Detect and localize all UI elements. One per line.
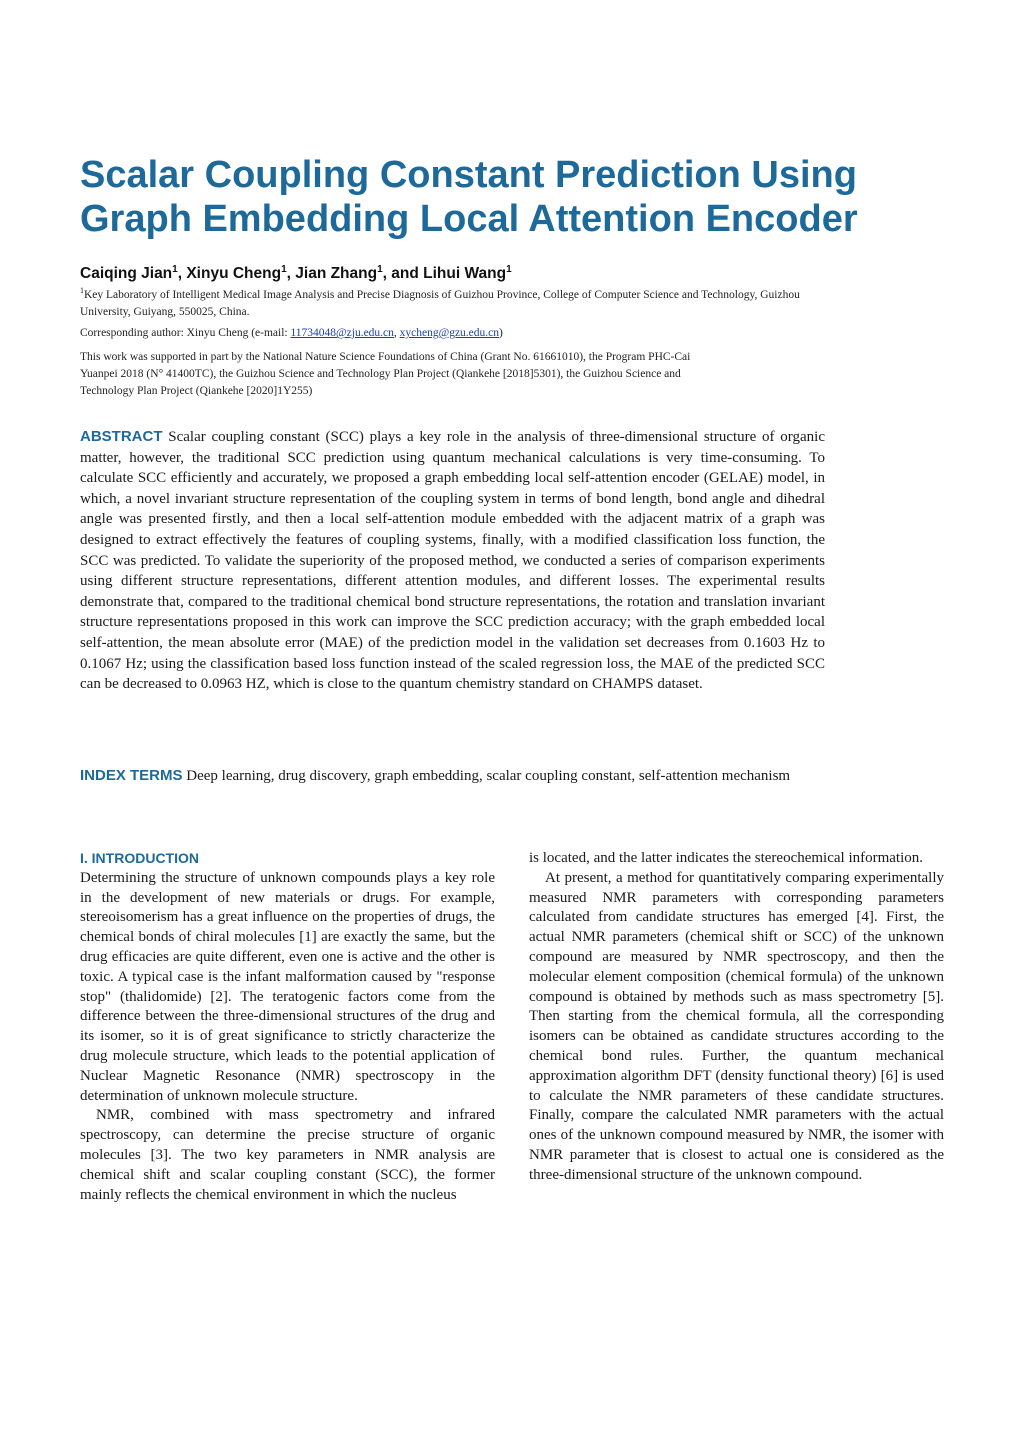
paragraph: Determining the structure of unknown compounds plays a key role in the development of new materials or drugs. For example, stereoisomerism has a great influence on the properties of drugs, the chemical bonds of chiral molecules [1] are exactly the same, but the drug efficacies are quite different, even one is active and the other is toxic. A typical case is the infant malformation caused by "response stop" (thalidomide) [2]. The teratogenic factors come from the difference between the three-dimensional structures of the drug and its isomer, so it is of great significance to strictly characterize the drug molecule structure, which leads to the potential application of Nuclear Magnetic Resonance (NMR) spectroscopy in the determination of unknown molecule structure.: [80, 869, 495, 1104]
author-name: Xinyu Cheng: [186, 265, 282, 282]
author-separator: ,: [177, 265, 187, 282]
author-name: Caiqing Jian: [80, 265, 173, 282]
abstract-label: ABSTRACT: [80, 428, 163, 445]
funding-line: Yuanpei 2018 (N° 41400TC), the Guizhou Science and Technology Plan Project (Qiankehe [2018]5301), the Guizhou Science and: [80, 368, 681, 380]
funding-line: This work was supported in part by the National Nature Science Foundations of China (Grant No. 61661010), the Program PHC-Cai: [80, 351, 691, 363]
email-link-zju[interactable]: 11734048@zju.edu.cn: [290, 327, 394, 339]
funding-line: Technology Plan Project (Qiankehe [2020]1Y255): [80, 385, 313, 397]
paragraph-continued: is located, and the latter indicates the stereochemical information.: [529, 850, 924, 866]
corresponding-author: [80, 325, 503, 342]
section-heading-introduction: I. INTRODUCTION: [80, 850, 199, 866]
author-separator: , and: [382, 265, 424, 282]
affiliation-text: Key Laboratory of Intelligent Medical Image Analysis and Precise Diagnosis of Guizhou Province, College of Computer Science and Technology, Guizhou University, Guiyang, 550025, China.: [80, 289, 800, 318]
title-line-1: Scalar Coupling Constant Prediction Using: [80, 154, 857, 196]
affiliation: [80, 287, 800, 321]
index-terms-label: INDEX TERMS: [80, 767, 183, 784]
author-affiliation-mark: 1: [172, 263, 178, 275]
author-list: [80, 264, 512, 284]
left-column: [80, 849, 495, 1205]
author-name: Jian Zhang: [295, 265, 378, 282]
abstract: [80, 427, 825, 695]
affiliation-mark: 1: [80, 286, 84, 296]
email-link-gzu[interactable]: xycheng@gzu.edu.cn: [399, 327, 500, 339]
corresponding-prefix: Corresponding author: Xinyu Cheng (e-mail:: [80, 327, 291, 339]
author-separator: ,: [286, 265, 296, 282]
title-line-2: Graph Embedding Local Attention Encoder: [80, 198, 858, 240]
paragraph: NMR, combined with mass spectrometry and infrared spectroscopy, can determine the precise structure of organic molecules [3]. The two key parameters in NMR analysis are chemical shift and scalar coupling constant (SCC), the former mainly reflects the chemical environment in which the nucleus: [80, 1107, 495, 1203]
index-terms-text: Deep learning, drug discovery, graph embedding, scalar coupling constant, self-attention mechanism: [186, 768, 791, 784]
email-separator: ,: [393, 327, 400, 339]
corresponding-suffix: ): [499, 327, 503, 339]
author-name: Lihui Wang: [423, 265, 507, 282]
index-terms: [80, 766, 825, 787]
author-affiliation-mark: 1: [506, 263, 512, 275]
right-column: [529, 849, 944, 1186]
paragraph: At present, a method for quantitatively comparing experimentally measured NMR parameters with corresponding parameters calculated from candidate structures has emerged [4]. First, the actual NMR parameters (chemical shift or SCC) of the unknown compound are measured by NMR spectroscopy, and then the molecular element composition (chemical formula) of the unknown compound is obtained by methods such as mass spectrometry [5]. Then starting from the chemical formula, all the corresponding isomers can be obtained as candidate structures according to the chemical bond rules. Further, the quantum mechanical approximation algorithm DFT (density functional theory) [6] is used to calculate the NMR parameters of these candidate structures. Finally, compare the calculated NMR parameters with the actual ones of the unknown compound measured by NMR, the isomer with NMR parameter that is closest to actual one is considered as the three-dimensional structure of the unknown compound.: [529, 869, 944, 1183]
author-affiliation-mark: 1: [377, 263, 383, 275]
funding-note: [80, 349, 820, 400]
abstract-text: Scalar coupling constant (SCC) plays a key role in the analysis of three-dimensional structure of organic matter, however, the traditional SCC prediction using quantum mechanical calculations is very time-consuming. To calculate SCC efficiently and accurately, we proposed a graph embedding local self-attention encoder (GELAE) model, in which, a novel invariant structure representation of the coupling system in terms of bond length, bond angle and dihedral angle was presented firstly, and then a local self-attention module embedded with the adjacent matrix of a graph was designed to extract effectively the features of coupling systems, finally, with a modified classification loss function, the SCC was predicted. To validate the superiority of the proposed method, we conducted a series of comparison experiments using different structure representations, different attention modules, and different losses. The experimental results demonstrate that, compared to the traditional chemical bond structure representations, the rotation and translation invariant structure representations proposed in this work can improve the SCC prediction accuracy; with the graph embedded local self-attention, the mean absolute error (MAE) of the prediction model in the validation set decreases from 0.1603 Hz to 0.1067 Hz; using the classification based loss function instead of the scaled regression loss, the MAE of the predicted SCC can be decreased to 0.0963 HZ, which is close to the quantum chemistry standard on CHAMPS dataset.: [80, 429, 826, 693]
paper-title: [80, 153, 960, 241]
author-affiliation-mark: 1: [281, 263, 287, 275]
